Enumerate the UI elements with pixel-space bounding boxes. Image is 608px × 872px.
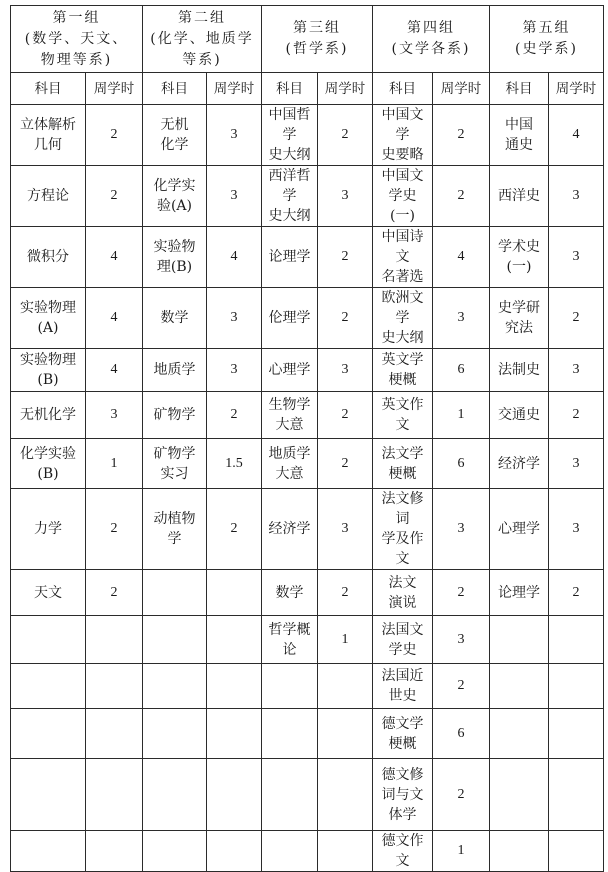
cell-line: 法制史	[498, 362, 540, 378]
cell-line: 中国哲学	[268, 107, 311, 143]
hours-cell: 3	[207, 288, 262, 349]
subject-cell	[490, 392, 549, 439]
cell-line: 中国文学	[381, 107, 424, 143]
hours-cell: 3	[318, 349, 373, 392]
hours-cell: 3	[207, 105, 262, 166]
cell-line: 梗概	[388, 372, 417, 388]
hours-cell: 3	[207, 349, 262, 392]
cell-line: 英文学	[381, 352, 424, 368]
subject-cell	[490, 709, 549, 759]
cell-line: 论理学	[268, 249, 311, 265]
subject-column-header: 科目	[262, 73, 318, 105]
cell-line: 西洋哲学	[268, 168, 311, 204]
subject-cell	[11, 831, 86, 872]
subject-cell	[490, 349, 549, 392]
subject-cell	[143, 616, 207, 664]
cell-line: 方程论	[27, 188, 69, 204]
cell-line: 无机	[160, 117, 189, 133]
subject-cell	[262, 570, 318, 616]
subject-cell	[11, 227, 86, 288]
cell-line: 哲学概论	[268, 621, 311, 658]
cell-line: 化学	[160, 137, 189, 153]
cell-line: 德文学	[381, 715, 424, 732]
cell-line: 西洋史	[498, 188, 540, 204]
cell-line: 几何	[34, 137, 62, 153]
cell-line: 立体解析	[20, 117, 76, 133]
hours-cell: 3	[433, 489, 490, 570]
table-row	[11, 439, 604, 489]
cell-line: 矿物学	[153, 445, 196, 462]
hours-cell	[207, 616, 262, 664]
subject-cell	[143, 489, 207, 570]
hours-column-header: 周学时	[207, 73, 262, 105]
hours-cell: 2	[433, 664, 490, 709]
subject-cell	[143, 439, 207, 489]
hours-cell: 3	[549, 166, 604, 227]
hours-cell: 1	[433, 392, 490, 439]
subject-cell	[262, 166, 318, 227]
hours-cell: 2	[549, 570, 604, 616]
cell-line: 物理等系)	[40, 51, 113, 68]
subject-cell	[490, 166, 549, 227]
hours-cell	[549, 831, 604, 872]
cell-line: (化学、地质学	[150, 30, 254, 47]
cell-line: 地质学	[268, 445, 311, 462]
table-row	[11, 489, 604, 570]
cell-line: 等系)	[182, 51, 222, 68]
subject-cell	[11, 759, 86, 831]
cell-line: 究法	[505, 320, 533, 336]
subject-cell	[373, 105, 433, 166]
hours-cell: 2	[207, 392, 262, 439]
hours-cell: 3	[549, 439, 604, 489]
hours-cell: 2	[433, 759, 490, 831]
subheader-row	[11, 73, 604, 105]
subject-cell	[373, 288, 433, 349]
cell-line: 经济学	[498, 455, 540, 472]
subject-cell	[11, 349, 86, 392]
subject-cell	[262, 227, 318, 288]
cell-line: (B)	[37, 465, 59, 482]
cell-line: 实习	[160, 465, 189, 482]
cell-line: 矿物学	[153, 407, 196, 423]
cell-line: 伦理学	[268, 310, 311, 326]
cell-line: 欧洲文学	[381, 290, 424, 326]
cell-line: 心理学	[268, 362, 311, 378]
cell-line: 经济学	[268, 521, 311, 537]
subject-cell	[262, 105, 318, 166]
cell-line: (史学系)	[515, 41, 578, 57]
group-header-3	[262, 6, 373, 73]
cell-line: 理(B)	[156, 259, 193, 275]
cell-line: 史大纲	[268, 147, 311, 163]
hours-cell	[207, 570, 262, 616]
subject-cell	[143, 349, 207, 392]
cell-line: 中国诗文	[381, 229, 424, 265]
table-row	[11, 105, 604, 166]
cell-line: 体学	[388, 806, 417, 823]
hours-column-header: 周学时	[433, 73, 490, 105]
hours-cell: 3	[433, 616, 490, 664]
subject-cell	[143, 664, 207, 709]
subject-cell	[490, 831, 549, 872]
hours-cell: 6	[433, 349, 490, 392]
subject-cell	[11, 709, 86, 759]
hours-cell: 2	[318, 288, 373, 349]
cell-line: 学术史	[498, 239, 540, 255]
subject-cell	[11, 392, 86, 439]
cell-line: (数学、天文、	[24, 30, 129, 47]
subject-column-header: 科目	[11, 73, 86, 105]
cell-line: 地质学	[153, 362, 196, 378]
hours-cell: 4	[549, 105, 604, 166]
hours-cell	[549, 759, 604, 831]
hours-cell: 3	[549, 489, 604, 570]
hours-cell	[207, 709, 262, 759]
cell-line: 世史	[388, 688, 417, 704]
subject-cell	[143, 166, 207, 227]
hours-cell: 4	[433, 227, 490, 288]
cell-line: 化学实验	[20, 445, 76, 462]
cell-line: 法国文	[381, 621, 424, 638]
cell-line: 力学	[34, 521, 62, 537]
subject-cell	[143, 288, 207, 349]
subject-cell	[373, 616, 433, 664]
table-row	[11, 288, 604, 349]
subject-cell	[11, 616, 86, 664]
cell-line: 英文作文	[381, 397, 424, 433]
cell-line: (文学各系)	[391, 41, 471, 57]
subject-cell	[143, 709, 207, 759]
subject-cell	[143, 759, 207, 831]
cell-line: 德文作文	[381, 833, 424, 869]
cell-line: 学史	[388, 641, 417, 658]
hours-cell: 1	[433, 831, 490, 872]
hours-cell: 1.5	[207, 439, 262, 489]
cell-line: 化学实	[153, 178, 196, 194]
cell-line: 名著选	[381, 269, 424, 285]
cell-line: 大意	[275, 465, 304, 482]
subject-cell	[490, 439, 549, 489]
cell-line: 验(A)	[156, 198, 193, 214]
subject-cell	[373, 227, 433, 288]
table-row	[11, 616, 604, 664]
table-row	[11, 759, 604, 831]
hours-cell: 1	[86, 439, 143, 489]
subject-cell	[262, 664, 318, 709]
subject-column-header: 科目	[490, 73, 549, 105]
table-body	[11, 6, 604, 872]
hours-cell	[318, 759, 373, 831]
hours-cell	[207, 759, 262, 831]
cell-line: 中国	[505, 117, 533, 133]
table-row	[11, 349, 604, 392]
hours-cell: 2	[86, 489, 143, 570]
cell-line: 史大纲	[268, 208, 311, 224]
cell-line: 数学	[275, 584, 304, 601]
subject-cell	[373, 831, 433, 872]
subject-cell	[143, 570, 207, 616]
cell-line: 史学研	[498, 300, 540, 316]
cell-line: 德文修	[381, 766, 424, 783]
hours-cell: 2	[549, 288, 604, 349]
subject-cell	[490, 288, 549, 349]
hours-cell: 2	[433, 570, 490, 616]
subject-cell	[262, 439, 318, 489]
cell-line: 中国文	[381, 168, 424, 184]
subject-cell	[373, 166, 433, 227]
cell-line: 第三组	[293, 20, 341, 36]
cell-line: 法文修词	[381, 491, 424, 527]
cell-line: 心理学	[498, 521, 540, 537]
cell-line: 学史	[388, 188, 417, 204]
subject-cell	[262, 288, 318, 349]
subject-cell	[373, 489, 433, 570]
cell-line: 论理学	[498, 584, 540, 601]
subject-cell	[373, 439, 433, 489]
hours-cell	[549, 709, 604, 759]
subject-cell	[11, 664, 86, 709]
subject-cell	[11, 570, 86, 616]
cell-line: 生物学	[268, 397, 311, 413]
cell-line: 数学	[160, 310, 189, 326]
subject-cell	[373, 759, 433, 831]
hours-column-header: 周学时	[86, 73, 143, 105]
subject-cell	[490, 570, 549, 616]
group-header-1	[11, 6, 143, 73]
group-header-5	[490, 6, 604, 73]
table-row	[11, 227, 604, 288]
subject-column-header: 科目	[143, 73, 207, 105]
cell-line: (一)	[506, 259, 532, 275]
hours-cell: 3	[86, 392, 143, 439]
cell-line: 大意	[275, 417, 304, 433]
subject-cell	[490, 227, 549, 288]
cell-line: 实验物理	[20, 352, 76, 368]
hours-cell: 3	[318, 166, 373, 227]
hours-cell: 2	[318, 439, 373, 489]
table-row	[11, 664, 604, 709]
subject-cell	[11, 166, 86, 227]
hours-cell: 2	[86, 570, 143, 616]
subject-cell	[490, 489, 549, 570]
hours-cell: 2	[549, 392, 604, 439]
cell-line: (一)	[390, 208, 415, 224]
subject-cell	[373, 709, 433, 759]
cell-line: 学	[167, 531, 182, 547]
hours-cell	[549, 664, 604, 709]
subject-cell	[262, 831, 318, 872]
hours-cell: 2	[318, 227, 373, 288]
hours-cell	[86, 831, 143, 872]
subject-cell	[262, 759, 318, 831]
course-table	[10, 5, 604, 872]
subject-cell	[11, 288, 86, 349]
subject-cell	[490, 664, 549, 709]
cell-line: 第五组	[522, 20, 571, 36]
cell-line: 无机化学	[20, 407, 76, 423]
subject-cell	[143, 831, 207, 872]
hours-cell: 3	[433, 288, 490, 349]
subject-cell	[373, 392, 433, 439]
cell-line: (B)	[37, 372, 59, 388]
hours-cell	[86, 664, 143, 709]
table-row	[11, 709, 604, 759]
subject-cell	[490, 759, 549, 831]
table-row	[11, 570, 604, 616]
hours-cell	[207, 831, 262, 872]
hours-cell	[318, 664, 373, 709]
group-header-row	[11, 6, 604, 73]
subject-cell	[11, 439, 86, 489]
cell-line: (哲学系)	[285, 41, 349, 57]
cell-line: 交通史	[498, 407, 540, 423]
subject-cell	[373, 570, 433, 616]
hours-cell: 3	[318, 489, 373, 570]
subject-cell	[11, 489, 86, 570]
group-header-2	[143, 6, 262, 73]
cell-line: 微积分	[27, 249, 69, 265]
cell-line: 梗概	[388, 735, 417, 752]
subject-cell	[373, 349, 433, 392]
subject-cell	[143, 227, 207, 288]
cell-line: 梗概	[388, 465, 417, 482]
subject-cell	[262, 616, 318, 664]
hours-cell: 3	[549, 349, 604, 392]
cell-line: 法国近	[381, 668, 424, 684]
hours-cell: 2	[318, 392, 373, 439]
cell-line: 第四组	[407, 20, 455, 36]
table-row	[11, 166, 604, 227]
subject-cell	[373, 664, 433, 709]
hours-cell: 2	[86, 166, 143, 227]
hours-cell: 2	[318, 105, 373, 166]
hours-cell: 4	[86, 227, 143, 288]
subject-cell	[11, 105, 86, 166]
hours-cell	[318, 709, 373, 759]
cell-line: 史要略	[381, 147, 424, 163]
cell-line: 演说	[388, 594, 417, 611]
hours-cell	[318, 831, 373, 872]
subject-cell	[262, 489, 318, 570]
cell-line: 史大纲	[381, 330, 424, 346]
subject-cell	[490, 616, 549, 664]
hours-cell: 4	[86, 349, 143, 392]
hours-cell: 4	[86, 288, 143, 349]
cell-line: 第一组	[52, 9, 101, 26]
hours-cell: 6	[433, 709, 490, 759]
cell-line: 实验物	[153, 239, 196, 255]
hours-column-header: 周学时	[549, 73, 604, 105]
subject-cell	[262, 709, 318, 759]
hours-cell	[207, 664, 262, 709]
hours-cell	[549, 616, 604, 664]
subject-cell	[490, 105, 549, 166]
subject-cell	[143, 392, 207, 439]
hours-cell: 2	[207, 489, 262, 570]
hours-cell: 3	[549, 227, 604, 288]
cell-line: 第二组	[178, 9, 226, 26]
table-row	[11, 831, 604, 872]
hours-cell	[86, 709, 143, 759]
cell-line: 通史	[505, 137, 533, 153]
hours-cell: 3	[207, 166, 262, 227]
hours-cell: 4	[207, 227, 262, 288]
hours-column-header: 周学时	[318, 73, 373, 105]
hours-cell: 2	[318, 570, 373, 616]
hours-cell: 6	[433, 439, 490, 489]
cell-line: 词与文	[381, 786, 424, 803]
hours-cell: 1	[318, 616, 373, 664]
hours-cell	[86, 616, 143, 664]
hours-cell: 2	[433, 166, 490, 227]
cell-line: 法文	[388, 574, 417, 591]
hours-cell: 2	[86, 105, 143, 166]
table-row	[11, 392, 604, 439]
hours-cell	[86, 759, 143, 831]
cell-line: 天文	[34, 584, 62, 601]
subject-cell	[262, 392, 318, 439]
group-header-4	[373, 6, 490, 73]
cell-line: (A)	[37, 320, 59, 336]
subject-cell	[143, 105, 207, 166]
cell-line: 实验物理	[20, 300, 76, 316]
hours-cell: 2	[433, 105, 490, 166]
cell-line: 法文学	[381, 445, 424, 462]
subject-cell	[262, 349, 318, 392]
subject-column-header: 科目	[373, 73, 433, 105]
cell-line: 学及作文	[381, 531, 424, 567]
cell-line: 动植物	[153, 511, 196, 527]
